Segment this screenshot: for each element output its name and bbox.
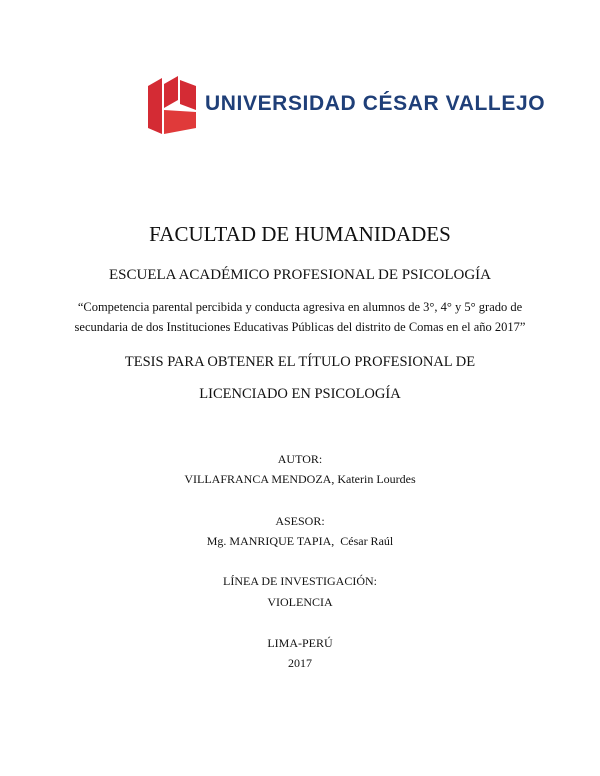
thesis-title-line-2: secundaria de dos Instituciones Educativas Públicas del distrito de Comas en el año 2017” [74,320,526,334]
school-heading: ESCUELA ACADÉMICO PROFESIONAL DE PSICOLOGÍA [109,267,491,283]
research-line-value: VIOLENCIA [267,595,333,609]
advisor-name: Mg. MANRIQUE TAPIA, César Raúl [206,534,394,548]
degree-line-2: LICENCIADO EN PSICOLOGÍA [199,386,401,402]
place: LIMA-PERÚ [267,636,333,650]
university-logo [148,76,546,134]
university-logo-text: UNIVERSIDAD CÉSAR VALLEJO [205,92,546,115]
research-line-label: LÍNEA DE INVESTIGACIÓN: [223,574,377,588]
year: 2017 [288,656,312,670]
author-label: AUTOR: [277,452,323,466]
author-name: VILLAFRANCA MENDOZA, Katerin Lourdes [184,472,416,486]
thesis-title-line-1: “Competencia parental percibida y conducta agresiva en alumnos de 3°, 4° y 5° grado de [77,300,523,314]
university-crest-icon [148,76,198,134]
degree-line-1: TESIS PARA OBTENER EL TÍTULO PROFESIONAL DE [124,354,476,370]
faculty-heading: FACULTAD DE HUMANIDADES [149,222,451,246]
advisor-label: ASESOR: [275,514,325,528]
